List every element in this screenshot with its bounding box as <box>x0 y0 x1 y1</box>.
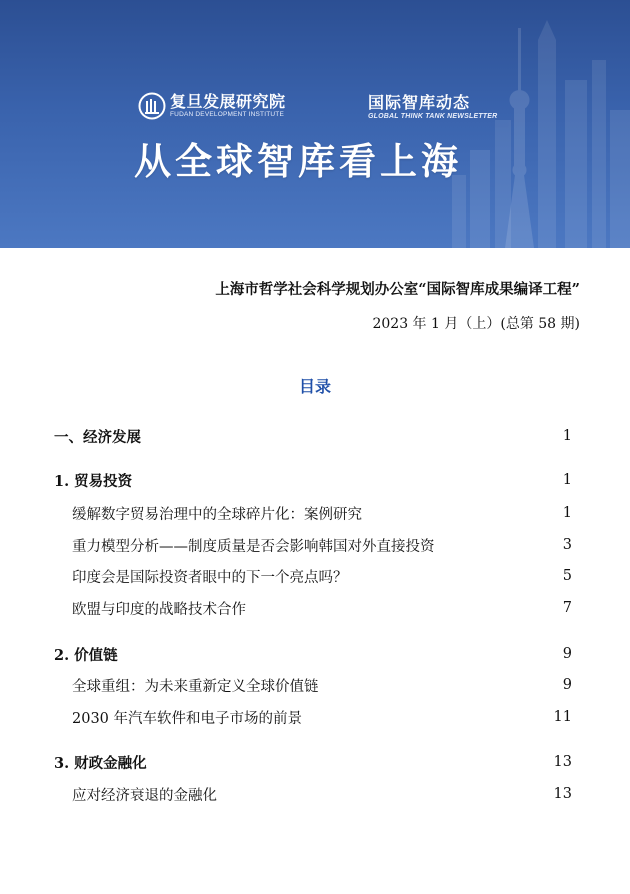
toc-entry-fiscal-finance[interactable] <box>54 751 572 773</box>
toc-entry-page: 7 <box>562 600 572 616</box>
issuer-line: 上海市哲学社会科学规划办公室“国际智库成果编译工程” <box>215 281 580 298</box>
toc-entry-eu-india[interactable] <box>72 597 572 619</box>
institute-name-en: FUDAN DEVELOPMENT INSTITUTE <box>170 111 284 118</box>
toc-entry-economic-development[interactable] <box>54 425 572 447</box>
toc-entry-auto-software[interactable] <box>72 706 572 728</box>
toc-entry-label: 印度会是国际投资者眼中的下一个亮点吗？ <box>72 569 348 586</box>
toc-entry-page: 1 <box>562 472 572 488</box>
toc-entry-label: 应对经济衰退的金融化 <box>72 787 217 804</box>
toc-entry-global-restructuring[interactable] <box>72 674 572 696</box>
toc-entry-digital-trade[interactable] <box>72 502 572 524</box>
toc-entry-recession-finance[interactable] <box>72 783 572 805</box>
toc-entry-page: 1 <box>562 428 572 444</box>
toc-entry-gravity-model[interactable] <box>72 534 572 556</box>
toc-entry-trade-investment[interactable] <box>54 469 572 491</box>
newsletter-logo <box>368 94 497 121</box>
toc-entry-value-chain[interactable] <box>54 643 572 665</box>
skyline-illustration <box>0 0 630 248</box>
newsletter-name-cn: 国际智库动态 <box>368 93 471 112</box>
cover-banner <box>0 0 630 248</box>
toc-entry-page: 13 <box>553 754 572 770</box>
toc-entry-page: 5 <box>562 568 572 584</box>
toc-entry-label: 1. 贸易投资 <box>54 472 133 490</box>
toc-entry-page: 11 <box>553 709 572 725</box>
toc-entry-page: 13 <box>553 786 572 802</box>
newsletter-name-en: GLOBAL THINK TANK NEWSLETTER <box>368 113 498 120</box>
banner-title: 从全球智库看上海 <box>134 140 462 183</box>
toc-entry-page: 1 <box>562 505 572 521</box>
toc-entry-label: 2. 价值链 <box>54 646 118 664</box>
fudan-emblem-icon <box>138 92 166 120</box>
toc-entry-label: 3. 财政金融化 <box>54 754 147 772</box>
issue-date: 2023 年 1 月（上）(总第 58 期) <box>372 316 580 332</box>
institute-name-cn: 复旦发展研究院 <box>170 92 286 111</box>
toc-entry-india-investment[interactable] <box>72 565 572 587</box>
toc-entry-label: 2030 年汽车软件和电子市场的前景 <box>72 710 303 727</box>
toc-entry-label: 重力模型分析——制度质量是否会影响韩国对外直接投资 <box>72 538 435 555</box>
toc-entry-page: 9 <box>562 646 572 662</box>
toc-entry-page: 3 <box>562 537 572 553</box>
toc-title: 目录 <box>298 377 331 396</box>
toc-entry-label: 一、经济发展 <box>54 428 141 446</box>
toc-entry-label: 全球重组：为未来重新定义全球价值链 <box>72 678 319 695</box>
toc-entry-page: 9 <box>562 677 572 693</box>
toc-entry-label: 欧盟与印度的战略技术合作 <box>72 601 246 618</box>
fudan-institute-logo <box>138 92 286 120</box>
toc-entry-label: 缓解数字贸易治理中的全球碎片化：案例研究 <box>72 506 362 523</box>
